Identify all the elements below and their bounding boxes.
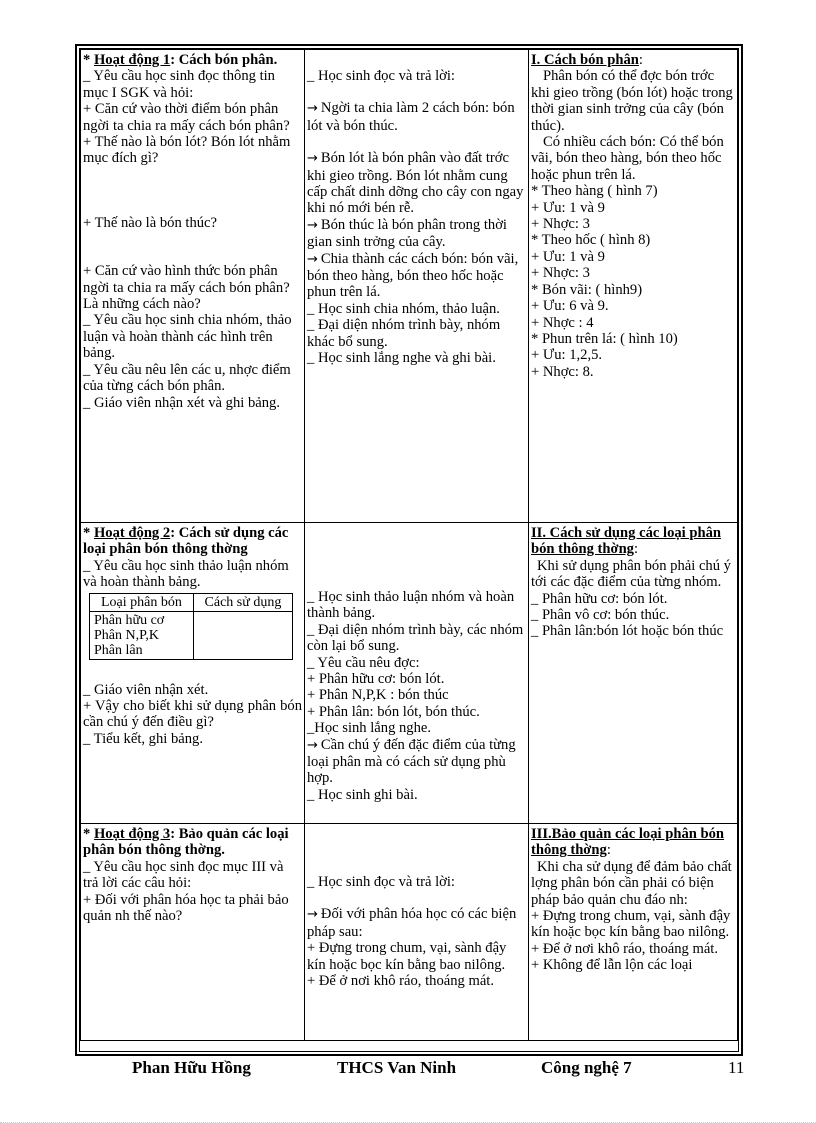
list-item: * Bón vãi: ( hình9) [531, 281, 643, 298]
list-item: _ Phân vô cơ: bón thúc. [531, 607, 670, 624]
table-cell: Phân hữu cơ Phân N,P,K Phân lân [90, 611, 194, 659]
list-item: _ Giáo viên nhận xét và ghi bảng. [83, 394, 280, 411]
list-item: * Phun trên lá: ( hình 10) [531, 330, 678, 347]
list-item: _ Giáo viên nhận xét. [83, 681, 209, 698]
list-item: _ Yêu cầu nêu lên các u, nhợc điểm của từng cách bón phân. [83, 361, 291, 395]
list-item: _ Học sinh ghi bài. [307, 786, 418, 803]
list-item: + Thế nào là bón lót? Bón lót nhằm mục đích gì? [83, 134, 291, 167]
list-item: + Phân lân: bón lót, bón thúc. [307, 703, 480, 720]
list-item: + Ưu: 6 và 9. [531, 298, 609, 315]
list-item: _ Học sinh đọc và trả lời: [307, 68, 455, 84]
list-item: _ Yêu cầu học sinh đọc mục III và trả lời các câu hỏi: [83, 858, 284, 892]
list-item: _ Đại diện nhóm trình bày, các nhóm còn lại bổ sung. [307, 621, 524, 655]
arrow-right-icon: → [307, 251, 318, 267]
section-title: II. Cách sử dụng các loại phân bón thông thờng: [531, 525, 722, 558]
paragraph: Khi sử dụng phân bón phải chú ý tới các đặc điểm của từng nhóm. [531, 557, 731, 591]
footer-page-number: 11 [728, 1058, 745, 1077]
list-item: _ Phân lân:bón lót hoặc bón thúc [531, 623, 724, 640]
arrow-right-icon: → [307, 907, 318, 923]
list-item: _ Học sinh thảo luận nhóm và hoàn thành bảng. [307, 589, 515, 622]
list-item: + Nhợc: 3 [531, 265, 590, 282]
list-item: + Không để lẫn lộn các loại [531, 957, 693, 974]
table-row-activity-3 [81, 824, 738, 1041]
list-item: + Căn cứ vào hình thức bón phân ngời ta chia ra mấy cách bón phân? Là những cách nào? [83, 263, 290, 313]
list-item: + Đựng trong chum, vại, sành đậy kín hoặc bọc kín bằng bao nilông. [531, 908, 731, 941]
list-item: + Thế nào là bón thúc? [83, 214, 217, 231]
list-item: + Nhợc: 3 [531, 216, 590, 233]
list-item: _ Học sinh đọc và trả lời: [307, 874, 455, 890]
list-item: _ Yêu cầu học sinh thảo luận nhóm và hoàn thành bảng. [83, 557, 289, 591]
list-item: → Chia thành các cách bón: bón vãi, bón theo hàng, bón theo hốc hoặc phun trên lá. [307, 250, 519, 301]
page-frame-inner [79, 48, 739, 1052]
arrow-right-icon: → [307, 151, 318, 167]
arrow-right-icon: → [307, 217, 318, 233]
list-item: → Bón lót là bón phân vào đất trớc khi gieo trồng. Bón lót nhằm cung cấp chất dinh dỡng cho cây con ngay khi nó mới bén rễ. [307, 150, 524, 217]
list-item: _ Đại diện nhóm trình bày, nhóm khác bổ sung. [307, 317, 501, 350]
section-title: III.Bảo quản các loại phân bón thông thờng: [531, 826, 725, 859]
list-item: + Nhợc: 8. [531, 363, 594, 380]
student-activity-cell [305, 523, 529, 824]
activity-title: * Hoạt động 2: Cách sử dụng các loại phân bón thông thờng [83, 525, 289, 558]
content-cell [529, 523, 738, 824]
list-item: + Ưu: 1,2,5. [531, 347, 603, 364]
fertilizer-usage-table [89, 593, 293, 660]
list-item: → Bón thúc là bón phân trong thời gian sinh trởng của cây. [307, 216, 507, 251]
list-item: + Đựng trong chum, vại, sành đậy kín hoặc bọc kín bằng bao nilông. [307, 940, 507, 973]
paragraph: Phân bón có thể đợc bón trớc khi gieo trồng (bón lót) hoặc trong thời gian sinh trởng của cây (bón thúc). [531, 68, 733, 134]
table-row-activity-1 [81, 50, 738, 523]
table-header-cell: Loại phân bón [90, 593, 194, 611]
page-frame [75, 44, 743, 1056]
list-item: → Đối với phân hóa học có các biện pháp sau: [307, 906, 517, 940]
list-item: _ Phân hữu cơ: bón lót. [531, 590, 668, 607]
list-item: + Phân hữu cơ: bón lót. [307, 671, 445, 688]
activity-title: * Hoạt động 1: Cách bón phân. [83, 52, 278, 68]
list-item: + Ưu: 1 và 9 [531, 248, 605, 265]
footer-school: THCS Van Ninh [337, 1058, 457, 1077]
arrow-right-icon: → [307, 737, 318, 753]
footer-subject: Công nghệ 7 [541, 1058, 632, 1077]
paragraph: Có nhiều cách bón: Có thể bón vãi, bón theo hàng, bón theo hốc hoặc phun trên lá. [531, 134, 724, 183]
table-row-activity-2 [81, 523, 738, 824]
list-item: + Căn cứ vào thời điểm bón phân ngời ta chia ra mấy cách bón phân? [83, 101, 290, 134]
list-item: * Theo hàng ( hình 7) [531, 183, 658, 200]
footer-author: Phan Hữu Hồng [132, 1058, 251, 1077]
list-item: _ Yêu cầu học sinh chia nhóm, thảo luận và hoàn thành các hình trên bảng. [83, 312, 292, 362]
list-item: + Ưu: 1 và 9 [531, 199, 605, 216]
table-cell-empty [193, 611, 292, 659]
list-item: * Theo hốc ( hình 8) [531, 232, 651, 249]
list-item: + Vậy cho biết khi sử dụng phân bón cần chú ý đến điều gì? [83, 698, 302, 731]
student-activity-cell [305, 50, 529, 523]
activity-title: * Hoạt động 3: Bảo quản các loại phân bón thông thờng. [83, 826, 289, 859]
list-item: + Để ở nơi khô ráo, thoáng mát. [531, 940, 718, 957]
arrow-right-icon: → [307, 101, 318, 117]
list-item: + Nhợc : 4 [531, 314, 594, 331]
teacher-activity-cell [81, 50, 305, 523]
list-item: + Phân N,P,K : bón thúc [307, 687, 449, 704]
student-activity-cell [305, 824, 529, 1041]
list-item: _ Học sinh chia nhóm, thảo luận. [307, 300, 500, 317]
list-item: + Đối với phân hóa học ta phải bảo quản nh thế nào? [83, 891, 289, 925]
page-footer [0, 1058, 816, 1080]
table-header-cell: Cách sử dụng [193, 593, 292, 611]
list-item: _ Tiểu kết, ghi bảng. [83, 730, 203, 747]
teacher-activity-cell [81, 824, 305, 1041]
list-item: _Học sinh lắng nghe. [307, 720, 432, 737]
list-item: → Ngời ta chia làm 2 cách bón: bón lót và bón thúc. [307, 100, 515, 134]
paragraph: Khi cha sử dụng để đảm bảo chất lợng phân bón cần phải có biện pháp bảo quản chu đáo nh: [531, 858, 732, 908]
list-item: _ Yêu cầu nêu đợc: [307, 654, 420, 671]
list-item: _ Học sinh lắng nghe và ghi bài. [307, 350, 496, 367]
list-item: → Cần chú ý đến đặc điểm của từng loại phân mà có cách sử dụng phù hợp. [307, 736, 516, 787]
list-item: _ Yêu cầu học sinh đọc thông tin mục I SGK và hỏi: [83, 68, 275, 101]
content-cell [529, 824, 738, 1041]
list-item: + Để ở nơi khô ráo, thoáng mát. [307, 973, 494, 990]
content-cell [529, 50, 738, 523]
section-title: I. Cách bón phân: [531, 52, 643, 68]
teacher-activity-cell [81, 523, 305, 824]
lesson-table [80, 49, 738, 1041]
